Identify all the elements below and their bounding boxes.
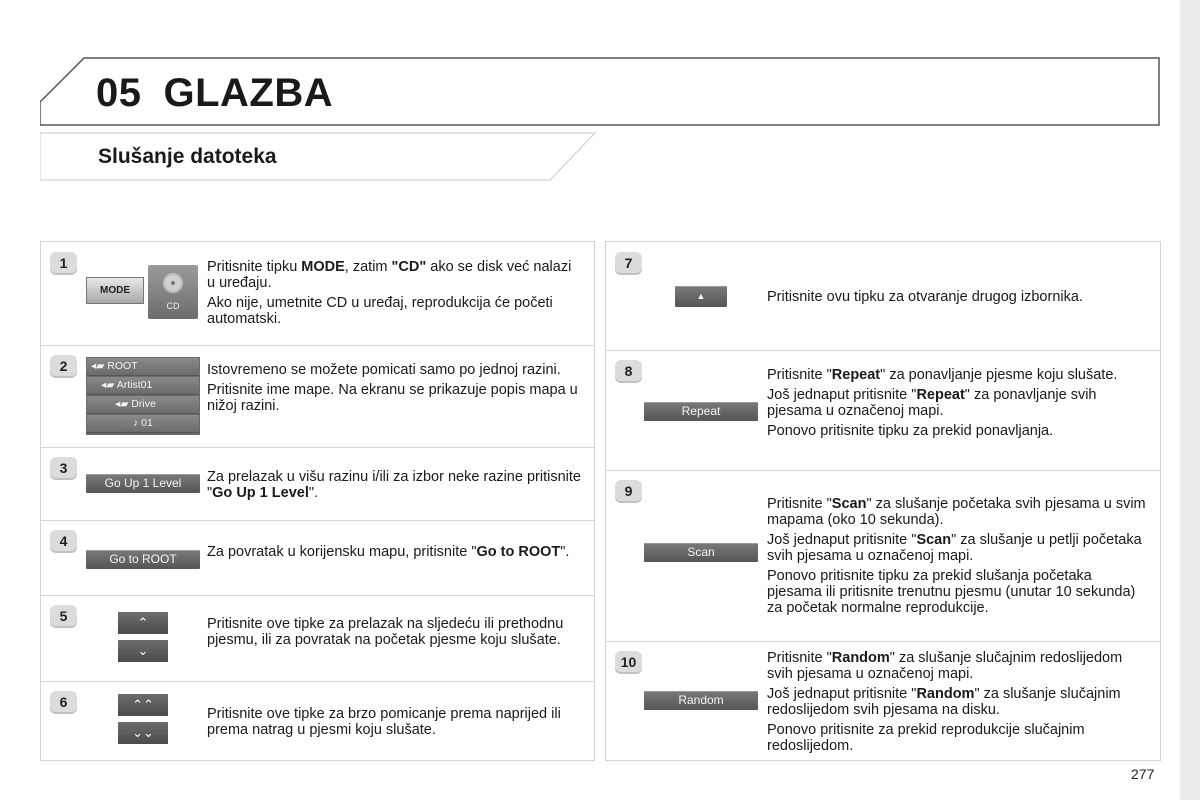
- cd-button[interactable]: [148, 265, 198, 319]
- repeat-button[interactable]: Repeat: [644, 402, 758, 421]
- step-8: [606, 350, 1160, 471]
- step-badge: 9: [615, 480, 642, 503]
- folder-back-icon: ◂▰: [91, 360, 105, 372]
- steps-panel-left: [40, 241, 595, 761]
- triangle-up-icon: ▲: [696, 291, 706, 301]
- step-paragraph: Pritisnite "Scan" za slušanje početaka svih pjesama u svim mapama (oko 10 sekunda).: [767, 496, 1146, 528]
- step-paragraph: Pritisnite "Repeat" za ponavljanje pjesme koju slušate.: [767, 367, 1118, 383]
- step-paragraph: Pritisnite tipku MODE, zatim "CD" ako se disk već nalazi u uređaju.: [207, 259, 572, 291]
- next-track-button[interactable]: [118, 640, 168, 662]
- step-paragraph: Ponovo pritisnite tipku za prekid ponavljanja.: [767, 423, 1054, 439]
- folder-back-icon: ◂▰: [115, 398, 129, 410]
- step-5: [41, 595, 594, 682]
- cd-button-label: CD: [166, 301, 180, 311]
- step-badge: 1: [50, 252, 77, 275]
- step-paragraph: Još jednaput pritisnite "Repeat" za ponavljanje svih pjesama u označenoj mapi.: [767, 387, 1097, 419]
- go-up-1-level-button[interactable]: Go Up 1 Level: [86, 474, 200, 493]
- step-2: [41, 345, 594, 448]
- step-6: [41, 681, 594, 761]
- step-text: [767, 650, 1147, 758]
- folder-list: [86, 357, 200, 435]
- double-chevron-up-icon: ⌃⌃: [132, 697, 154, 712]
- step-paragraph: Pritisnite "Random" za slušanje slučajnim redoslijedom svih pjesama u označenoj mapi.: [767, 650, 1123, 682]
- steps-panel-right: [605, 241, 1161, 761]
- step-paragraph: Ponovo pritisnite tipku za prekid slušanja početaka pjesama ili pritisnite trenutnu pjesmu (unutar 10 sekunda) za početak normalne reprodukcije.: [767, 568, 1136, 616]
- scan-button[interactable]: Scan: [644, 543, 758, 562]
- step-7: [606, 242, 1160, 351]
- folder-item[interactable]: ◂▰ ROOT: [87, 358, 199, 376]
- step-paragraph: Ako nije, umetnite CD u uređaj, reprodukcija će početi automatski.: [207, 295, 553, 327]
- step-text: [767, 496, 1147, 620]
- double-chevron-down-icon: ⌄⌄: [132, 725, 154, 740]
- step-text: Za povratak u korijensku mapu, pritisnite "Go to ROOT".: [207, 544, 570, 560]
- step-4: [41, 520, 594, 596]
- step-text: Za prelazak u višu razinu i/ili za izbor neke razine pritisnite "Go Up 1 Level".: [207, 469, 581, 501]
- step-badge: 2: [50, 355, 77, 378]
- step-paragraph: Istovremeno se možete pomicati samo po jednoj razini.: [207, 362, 561, 378]
- step-text: [207, 362, 582, 418]
- step-badge: 8: [615, 360, 642, 383]
- page-number: 277: [1131, 766, 1155, 782]
- step-paragraph: Pritisnite ime mape. Na ekranu se prikazuje popis mapa u nižoj razini.: [207, 382, 578, 414]
- disc-icon: [163, 273, 183, 293]
- open-menu-button[interactable]: [675, 286, 727, 307]
- chapter-title: [96, 71, 333, 116]
- step-1: [41, 242, 594, 346]
- step-paragraph: Još jednaput pritisnite "Scan" za slušanje u petlji početaka svih pjesama u označenoj mapi.: [767, 532, 1142, 564]
- step-text: Pritisnite ovu tipku za otvaranje drugog izbornika.: [767, 289, 1083, 305]
- step-text: [767, 367, 1147, 443]
- chapter-header: [40, 57, 1160, 127]
- chapter-name: GLAZBA: [163, 71, 334, 115]
- step-paragraph: Ponovo pritisnite za prekid reprodukcije slučajnim redoslijedom.: [767, 722, 1085, 754]
- folder-back-icon: ◂▰: [101, 379, 115, 391]
- step-text: [207, 259, 582, 331]
- folder-item[interactable]: ◂▰ Artist01: [87, 377, 199, 395]
- chevron-up-icon: ⌃: [137, 615, 149, 630]
- go-to-root-button[interactable]: Go to ROOT: [86, 550, 200, 569]
- page-edge-strip: [1180, 0, 1200, 800]
- fast-forward-button[interactable]: [118, 694, 168, 716]
- chapter-number: 05: [96, 71, 142, 115]
- music-note-icon: ♪: [133, 417, 139, 429]
- step-badge: 6: [50, 691, 77, 714]
- step-text: Pritisnite ove tipke za prelazak na sljedeću ili prethodnu pjesmu, ili za povratak na početak pjesme koju slušate.: [207, 616, 564, 648]
- step-badge: 4: [50, 530, 77, 553]
- step-badge: 7: [615, 252, 642, 275]
- section-title: Slušanje datoteka: [98, 145, 277, 168]
- step-paragraph: Još jednaput pritisnite "Random" za slušanje slučajnim redoslijedom svih pjesama na disku.: [767, 686, 1121, 718]
- mode-button[interactable]: MODE: [86, 277, 144, 304]
- track-item[interactable]: ♪ 01: [87, 415, 199, 433]
- rewind-button[interactable]: [118, 722, 168, 744]
- step-9: [606, 470, 1160, 642]
- random-button[interactable]: Random: [644, 691, 758, 710]
- chevron-down-icon: ⌄: [137, 643, 149, 658]
- step-text: Pritisnite ove tipke za brzo pomicanje prema naprijed ili prema natrag u pjesmi koju slušate.: [207, 706, 561, 738]
- step-10: [606, 641, 1160, 760]
- folder-item[interactable]: ◂▰ Drive: [87, 396, 199, 414]
- previous-track-button[interactable]: [118, 612, 168, 634]
- step-badge: 5: [50, 605, 77, 628]
- step-badge: 3: [50, 457, 77, 480]
- step-badge: 10: [615, 651, 642, 674]
- step-3: [41, 447, 594, 521]
- section-header: [40, 132, 596, 182]
